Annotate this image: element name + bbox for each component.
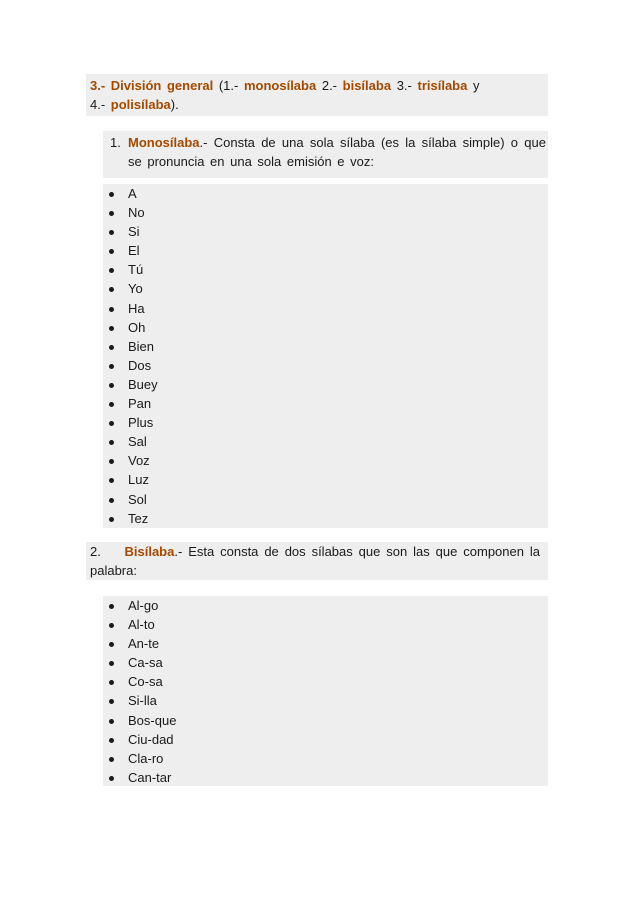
list-item-label: Al-go xyxy=(128,598,159,613)
list-item-label: Voz xyxy=(128,453,150,469)
list-item-label: Cla-ro xyxy=(128,750,164,766)
list-item-label: El xyxy=(128,243,140,259)
division-bi: bisílaba xyxy=(342,78,392,93)
list-item-label: Bos-que xyxy=(128,712,177,728)
bullet-icon xyxy=(109,230,114,235)
list-item xyxy=(103,203,548,222)
bullet-icon xyxy=(109,642,114,647)
bullet-icon xyxy=(109,345,114,350)
list-item xyxy=(103,375,548,394)
bullet-icon xyxy=(109,326,114,331)
list-item xyxy=(103,451,548,470)
list-item-label: Si xyxy=(128,224,140,240)
bullet-icon xyxy=(109,440,114,445)
list-item-label: Buey xyxy=(128,376,158,392)
bisilaba-intro xyxy=(86,542,548,580)
bullet-icon xyxy=(109,459,114,464)
list-item xyxy=(103,299,548,318)
bullet-icon xyxy=(109,661,114,666)
division-three: 3.- xyxy=(396,78,412,93)
list-item-label: Can-tar xyxy=(128,769,172,785)
bullet-icon xyxy=(109,478,114,483)
list-item-label: Ciu-dad xyxy=(128,731,174,747)
list-item xyxy=(103,672,548,691)
list-item xyxy=(103,653,548,672)
division-tri: trisílaba xyxy=(417,78,468,93)
section-heading-line-2 xyxy=(90,95,179,114)
bullet-icon xyxy=(109,211,114,216)
list-item xyxy=(103,394,548,413)
monosilaba-intro xyxy=(103,131,548,178)
list-item xyxy=(103,749,548,768)
section-title: División general xyxy=(110,78,214,93)
section-heading-line-1 xyxy=(90,76,479,95)
bullet-icon xyxy=(109,699,114,704)
bullet-icon xyxy=(109,421,114,426)
bullet-icon xyxy=(109,383,114,388)
monosilaba-definition xyxy=(128,133,546,171)
list-item-label: Al-to xyxy=(128,617,155,633)
bullet-icon xyxy=(109,364,114,369)
list-item xyxy=(103,470,548,489)
bullet-icon xyxy=(109,680,114,685)
list-item-label: Si-lla xyxy=(128,693,157,709)
list-item-label: Tú xyxy=(128,262,144,278)
list-item xyxy=(103,260,548,279)
monosilaba-section xyxy=(103,131,548,528)
list-item xyxy=(103,509,548,528)
list-item-label: Yo xyxy=(128,281,143,297)
list-item-label: Sol xyxy=(128,491,147,507)
bisilaba-text-1: .- Esta consta de dos sílabas que son las que componen la xyxy=(174,544,540,559)
list-item-label: Dos xyxy=(128,357,152,373)
list-item-label: Pan xyxy=(128,396,152,412)
division-close: ). xyxy=(170,97,179,112)
list-item xyxy=(103,634,548,653)
list-item-label: A xyxy=(128,186,137,201)
monosilaba-number: 1. xyxy=(110,135,121,150)
list-item xyxy=(103,184,548,203)
bullet-icon xyxy=(109,623,114,628)
list-item xyxy=(103,730,548,749)
list-item xyxy=(103,318,548,337)
bisilaba-section xyxy=(103,596,548,786)
monosilaba-list xyxy=(103,184,548,528)
list-item-label: Sal xyxy=(128,434,147,450)
bullet-icon xyxy=(109,757,114,762)
division-open: (1.- xyxy=(218,78,239,93)
section-number: 3.- xyxy=(90,78,106,93)
monosilaba-text-2: se pronuncia en una sola emisión e voz: xyxy=(128,154,374,169)
list-item xyxy=(103,711,548,730)
list-item xyxy=(103,279,548,298)
list-item xyxy=(103,596,548,615)
section-heading xyxy=(86,74,548,116)
list-item-label: Bien xyxy=(128,338,155,354)
bullet-icon xyxy=(109,604,114,609)
list-item-label: Co-sa xyxy=(128,674,163,690)
bisilaba-definition-line-1 xyxy=(90,542,540,561)
division-y: y xyxy=(472,78,480,93)
division-four: 4.- xyxy=(90,97,106,112)
bullet-icon xyxy=(109,776,114,781)
bullet-icon xyxy=(109,738,114,743)
list-item-label: Oh xyxy=(128,319,146,335)
list-item-label: Ca-sa xyxy=(128,655,163,671)
bisilaba-number: 2. xyxy=(90,544,101,559)
list-item xyxy=(103,356,548,375)
bullet-icon xyxy=(109,287,114,292)
list-item-label: An-te xyxy=(128,636,160,652)
monosilaba-text-1: .- Consta de una sola sílaba (es la sílaba simple) o que xyxy=(199,135,546,150)
list-item xyxy=(103,615,548,634)
bisilaba-text-2: palabra: xyxy=(90,563,137,578)
list-item xyxy=(103,768,548,787)
list-item xyxy=(103,432,548,451)
bisilaba-list xyxy=(103,596,548,786)
list-item-label: Plus xyxy=(128,415,154,431)
bullet-icon xyxy=(109,307,114,312)
division-two: 2.- xyxy=(321,78,338,93)
list-item xyxy=(103,490,548,509)
bullet-icon xyxy=(109,402,114,407)
list-item-label: Tez xyxy=(128,510,149,526)
list-item-label: Ha xyxy=(128,300,145,316)
monosilaba-term: Monosílaba xyxy=(128,135,200,150)
division-mono: monosílaba xyxy=(243,78,317,93)
division-poli: polisílaba xyxy=(110,97,171,112)
monosilaba-definition-line-1 xyxy=(128,133,546,152)
bullet-icon xyxy=(109,268,114,273)
bullet-icon xyxy=(109,249,114,254)
bullet-icon xyxy=(109,192,114,197)
list-item xyxy=(103,413,548,432)
bullet-icon xyxy=(109,498,114,503)
list-item-label: Luz xyxy=(128,472,149,488)
list-item xyxy=(103,222,548,241)
list-item xyxy=(103,337,548,356)
bisilaba-term: Bisílaba xyxy=(124,544,175,559)
list-item-label: No xyxy=(128,205,145,221)
bullet-icon xyxy=(109,517,114,522)
bullet-icon xyxy=(109,719,114,724)
list-item xyxy=(103,691,548,710)
list-item xyxy=(103,241,548,260)
